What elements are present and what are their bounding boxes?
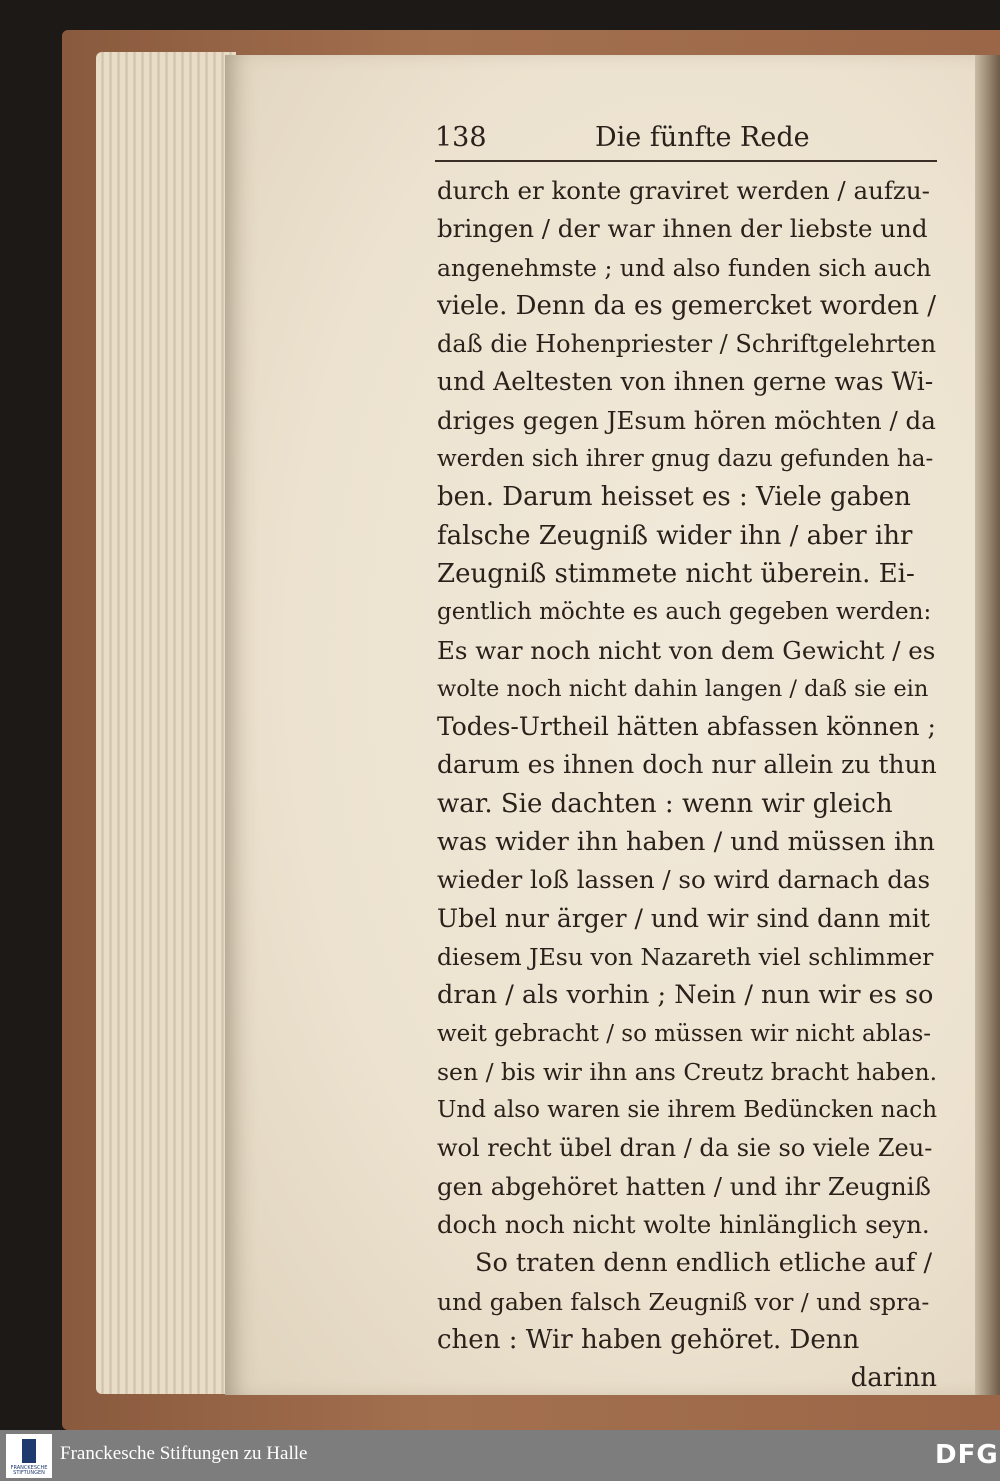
text-line: durch er konte graviret werden / aufzu- (437, 176, 930, 205)
text-line: wolte noch nicht dahin langen / daß sie ein (437, 675, 929, 702)
text-line: ben. Darum heisset es : Viele gaben (437, 482, 911, 513)
text-line: gen abgehöret hatten / und ihr Zeugniß (437, 1171, 931, 1201)
text-line: Und also waren sie ihrem Bedüncken nach (437, 1097, 937, 1124)
running-title: Die fünfte Rede (595, 122, 810, 153)
text-line: angenehmste ; und also funden sich auch (437, 253, 932, 282)
building-icon (22, 1439, 36, 1463)
page-edges (96, 52, 236, 1394)
text-line: wieder loß lassen / so wird darnach das (437, 865, 931, 895)
text-line: sen / bis wir ihn ans Creutz bracht haben. (437, 1057, 937, 1086)
text-line: werden sich ihrer gnug dazu gefunden ha- (437, 446, 934, 473)
header-rule (435, 160, 937, 162)
text-line: weit gebracht / so müssen wir nicht ablas- (437, 1020, 932, 1047)
text-line: wol recht übel dran / da sie so viele Zeu- (437, 1134, 933, 1163)
text-line: So traten denn endlich etliche auf / (475, 1248, 933, 1279)
text-line: viele. Denn da es gemercket worden / (437, 290, 937, 321)
dfg-logo[interactable]: DFG (935, 1440, 999, 1470)
text-line: bringen / der war ihnen der liebste und (437, 214, 928, 244)
text-line: falsche Zeugniß wider ihn / aber ihr (437, 520, 913, 551)
text-line: was wider ihn haben / und müssen ihn (437, 827, 935, 858)
text-line: und Aeltesten von ihnen gerne was Wi- (437, 367, 934, 397)
text-line: Zeugniß stimmete nicht überein. Ei- (437, 558, 915, 589)
book-gutter (975, 55, 1000, 1395)
text-line: doch noch nicht wolte hinlänglich seyn. (437, 1210, 930, 1240)
institution-logo[interactable] (6, 1434, 52, 1478)
footer-bar (0, 1430, 1000, 1481)
text-line: chen : Wir haben gehöret. Denn (437, 1324, 860, 1355)
text-line: driges gegen JEsum hören möchten / da (437, 405, 936, 435)
institution-name[interactable]: Franckesche Stiftungen zu Halle (60, 1443, 308, 1464)
running-header (435, 122, 935, 156)
text-line: diesem JEsu von Nazareth viel schlimmer (437, 942, 934, 971)
catchword: darinn (850, 1363, 937, 1394)
text-line: gentlich möchte es auch gegeben werden: (437, 599, 932, 626)
text-line: daß die Hohenpriester / Schriftgelehrten (437, 330, 937, 359)
text-line: dran / als vorhin ; Nein / nun wir es so (437, 980, 934, 1011)
text-line: Es war noch nicht von dem Gewicht / es (437, 635, 936, 665)
text-line: Ubel nur ärger / und wir sind dann mit (437, 903, 930, 933)
logo-text: FRANCKESCHE STIFTUNGEN (10, 1465, 48, 1476)
text-line: und gaben falsch Zeugniß vor / und spra- (437, 1287, 930, 1316)
text-line: Todes-Urtheil hätten abfassen können ; (437, 712, 936, 742)
text-line: war. Sie dachten : wenn wir gleich (437, 788, 893, 819)
page-number: 138 (435, 122, 487, 153)
text-line: darum es ihnen doch nur allein zu thun (437, 750, 937, 780)
body-text (437, 172, 937, 1398)
